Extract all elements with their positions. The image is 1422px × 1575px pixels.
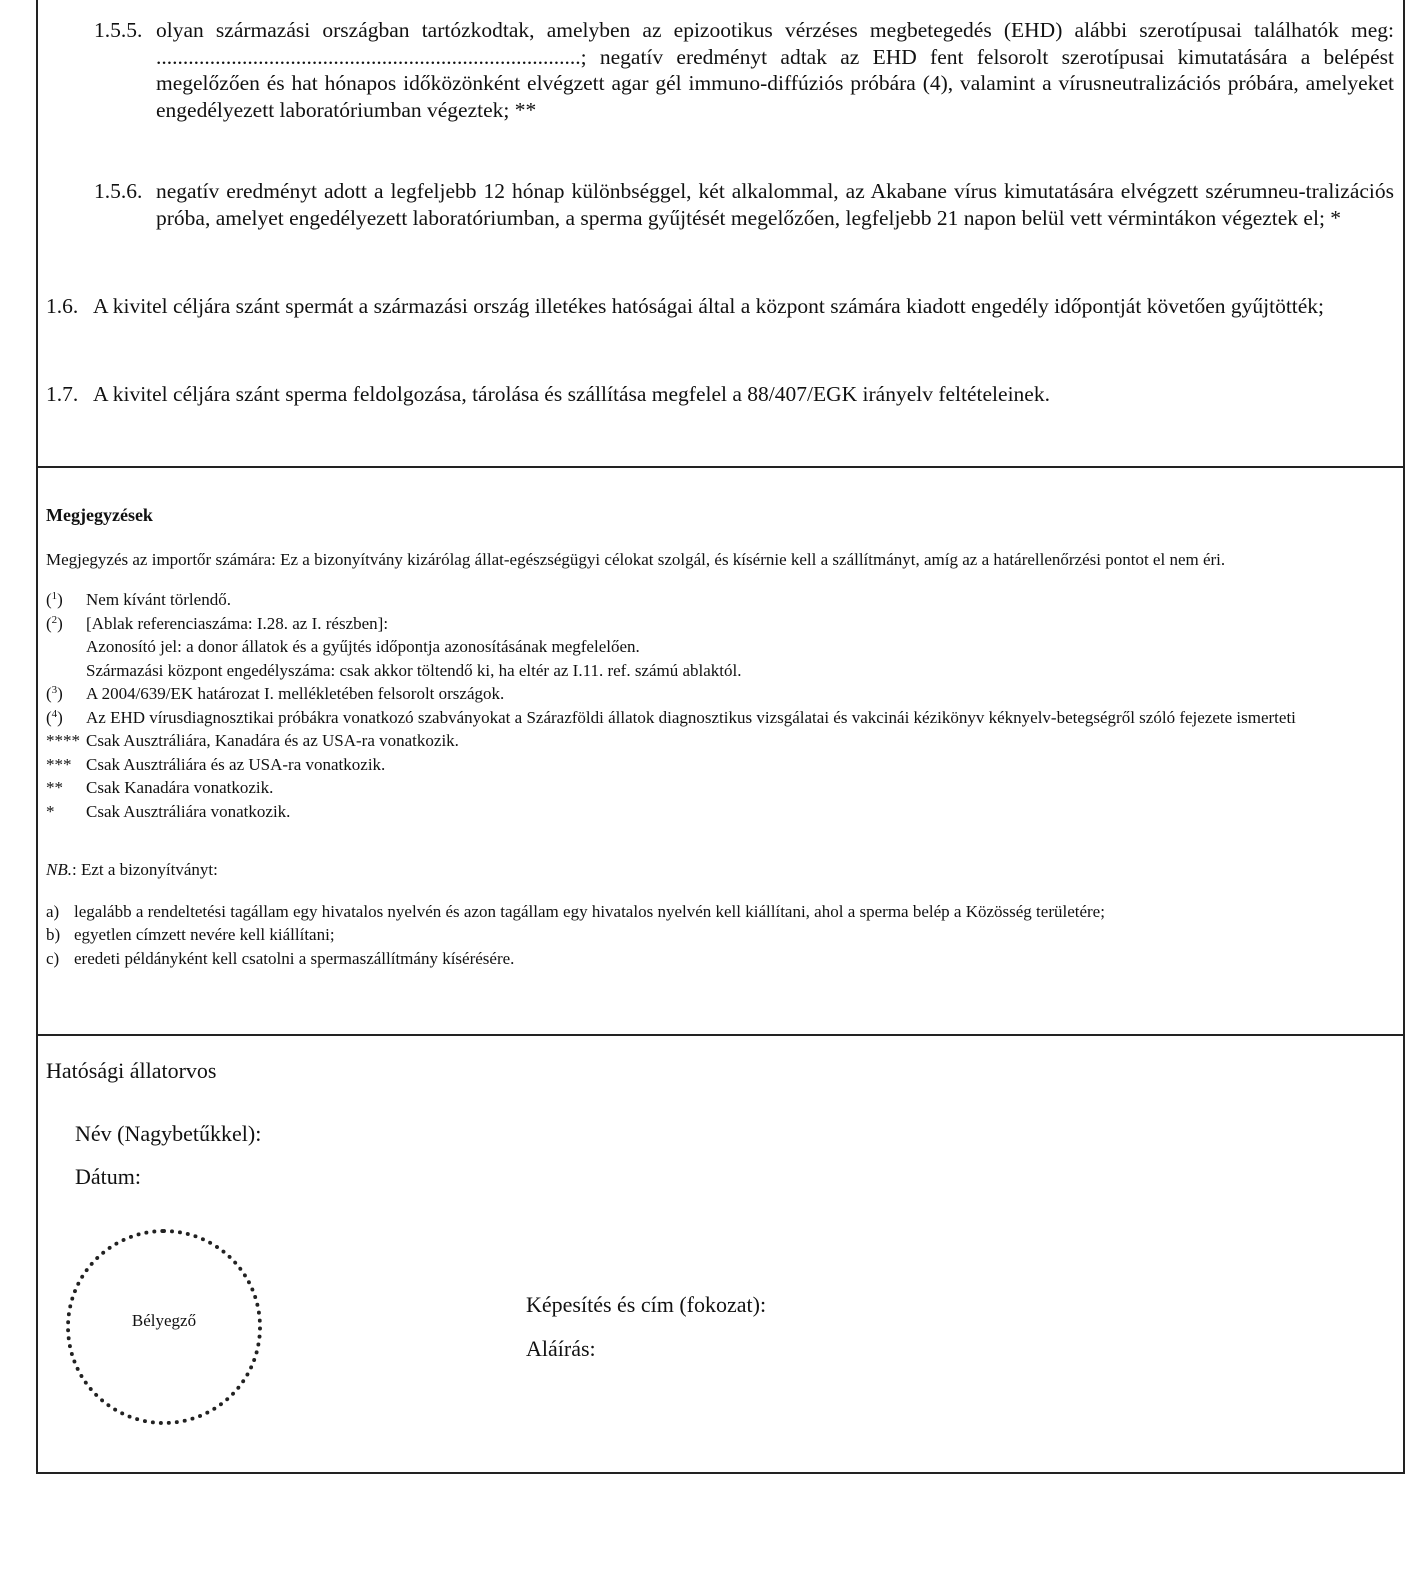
footnote: ($^2$) [Ablak referenciaszáma: I.28. az I. részben]: <box>46 612 1395 636</box>
clause-number: 1.7. <box>46 382 79 406</box>
footnote-mark: ($^1$) <box>46 590 63 609</box>
footnote: ($^1$) Nem kívánt törlendő. <box>46 588 1395 612</box>
clause-text: olyan származási országban tartózkodtak, amelyben az epizootikus vérzéses megbetegedés (EHD) alábbi szerotípusai találhatók meg: ...............................................................................; negatív eredményt adtak az EHD fent felsorolt szerotípusai kimutatására a belépést megelőzően és hat hónapos időközönként elvégzett agar gél immuno-diffúziós próbára (4), valamint a vírusneutralizációs próbára, amelyeket engedélyezett laboratóriumban végeztek; ** <box>156 18 1394 122</box>
importer-note: Megjegyzés az importőr számára: Ez a bizonyítvány kizárólag állat-egészségügyi célokat szolgál, és kísérnie kell a szállítmányt, amíg az a határellenőrzési pontot el nem éri. <box>46 549 1226 569</box>
clause-text: A kivitel céljára szánt sperma feldolgozása, tárolása és szállítása megfelel a 88/407/EGK irányelv feltételeinek. <box>93 382 1050 406</box>
nb-prefix: NB. <box>46 860 72 879</box>
clause-1-5-6 <box>94 178 1394 231</box>
clause-text: A kivitel céljára szánt spermát a származási ország illetékes hatóságai által a központ számára kiadott engedély időpontját követően gyűjtötték; <box>93 294 1325 318</box>
notes-section <box>46 504 1395 970</box>
footnote: ($^4$) Az EHD vírusdiagnosztikai próbákra vonatkozó szabványokat a Szárazföldi állatok diagnosztikus vizsgálatai és vakcinái kézikönyv kéknyelv-betegségről szóló fejezete ismerteti <box>46 706 1395 730</box>
signature-box <box>36 1034 1405 1474</box>
nb-item-mark: c) <box>46 948 60 968</box>
clause-text: negatív eredményt adott a legfeljebb 12 hónap különbséggel, két alkalommal, az Akabane vírus kimutatására elvégzett szérumneu-tralizációs próba, amelyet engedélyezett laboratóriumban, a sperma gyűjtését megelőzően, legfeljebb 21 napon belül vett vérmintákon végeztek el; * <box>156 179 1394 230</box>
nb-item: a) legalább a rendeltetési tagállam egy hivatalos nyelvén és azon tagállam egy hivatalos nyelvén kell kiállítani, ahol a sperma belép a Közösség területére; <box>46 900 1395 924</box>
clause-number: 1.5.6. <box>94 179 143 203</box>
nb-text: : Ezt a bizonyítványt: <box>71 860 218 879</box>
footnote: *** Csak Ausztráliára és az USA-ra vonatkozik. <box>46 753 1395 777</box>
notes-heading: Megjegyzések <box>46 505 153 525</box>
footnote-continuation: Azonosító jel: a donor állatok és a gyűjtés időpontja azonosításának megfelelően. <box>86 637 640 656</box>
footnote-mark: *** <box>46 754 72 774</box>
signature-label: Aláírás: <box>526 1336 596 1361</box>
nb-item-mark: a) <box>46 901 60 921</box>
qualification-label: Képesítés és cím (fokozat): <box>526 1292 767 1317</box>
footnote: ** Csak Kanadára vonatkozik. <box>46 776 1395 800</box>
name-label: Név (Nagybetűkkel): <box>75 1121 262 1146</box>
footnote: ($^3$) A 2004/639/EK határozat I. mellékletében felsorolt országok. <box>46 682 1395 706</box>
footnote: **** Csak Ausztráliára, Kanadára és az USA-ra vonatkozik. <box>46 729 1395 753</box>
footnote-continuation: Származási központ engedélyszáma: csak akkor töltendő ki, ha eltér az I.11. ref. számú ablaktól. <box>86 660 742 680</box>
clause-1-6 <box>46 293 1394 320</box>
official-vet-title: Hatósági állatorvos <box>46 1058 217 1083</box>
footnote-mark: **** <box>46 731 80 750</box>
footnote-mark: ($^2$) <box>46 613 63 633</box>
nb-item: b) egyetlen címzett nevére kell kiállítani; <box>46 923 1395 947</box>
footnote-mark: ($^3$) <box>46 684 63 703</box>
stamp-label: Bélyegző <box>131 1311 197 1330</box>
nb-item-mark: b) <box>46 925 61 944</box>
nb-line <box>46 858 1395 882</box>
footnote-mark: ($^4$) <box>46 707 63 727</box>
stamp-circle <box>66 1229 262 1425</box>
clause-number: 1.6. <box>46 294 79 318</box>
footnote-mark: ** <box>46 778 63 797</box>
date-label: Dátum: <box>75 1164 141 1189</box>
footnote: * Csak Ausztráliára vonatkozik. <box>46 800 1395 824</box>
clause-number: 1.5.5. <box>94 18 143 42</box>
clause-1-5-5 <box>94 17 1394 123</box>
nb-item: c) eredeti példányként kell csatolni a spermaszállítmány kísérésére. <box>46 947 1395 971</box>
footnote-mark: * <box>46 801 55 821</box>
clause-1-7 <box>46 381 1394 408</box>
